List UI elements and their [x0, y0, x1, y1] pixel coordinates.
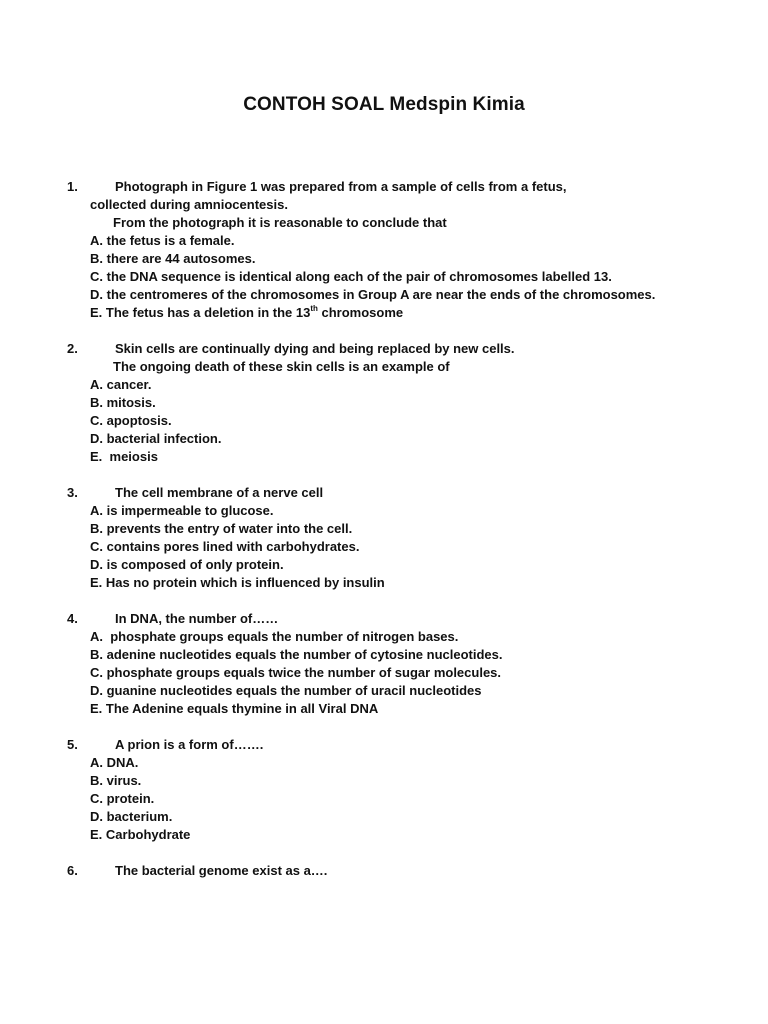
question-number: 3.	[67, 485, 78, 500]
answer-option-text: chromosome	[317, 305, 404, 320]
question-text: A prion is a form of…….	[115, 737, 264, 752]
question-2	[67, 340, 677, 466]
answer-option: A. cancer.	[90, 377, 152, 392]
question-6	[67, 862, 677, 880]
answer-option: C. protein.	[90, 791, 155, 806]
question-text: Skin cells are continually dying and being replaced by new cells.	[115, 341, 515, 356]
answer-option: B. there are 44 autosomes.	[90, 251, 256, 266]
question-list	[67, 178, 677, 898]
answer-option: A. phosphate groups equals the number of nitrogen bases.	[90, 629, 459, 644]
answer-option: B. virus.	[90, 773, 142, 788]
answer-option: C. apoptosis.	[90, 413, 172, 428]
question-number: 5.	[67, 737, 78, 752]
question-text: The bacterial genome exist as a….	[115, 863, 328, 878]
question-text-continued: collected during amniocentesis.	[90, 197, 288, 212]
question-3	[67, 484, 677, 592]
superscript-suffix: th	[310, 304, 318, 313]
question-text: Photograph in Figure 1 was prepared from a sample of cells from a fetus,	[115, 179, 567, 194]
answer-option: A. DNA.	[90, 755, 139, 770]
question-text: The cell membrane of a nerve cell	[115, 485, 324, 500]
answer-option: E. The Adenine equals thymine in all Viral DNA	[90, 701, 379, 716]
answer-option: E. Has no protein which is influenced by insulin	[90, 575, 385, 590]
question-5	[67, 736, 677, 844]
answer-option: B. mitosis.	[90, 395, 156, 410]
answer-option: C. the DNA sequence is identical along each of the pair of chromosomes labelled 13.	[90, 269, 612, 284]
question-number: 2.	[67, 341, 78, 356]
page-title: CONTOH SOAL Medspin Kimia	[243, 94, 525, 115]
question-stem: The ongoing death of these skin cells is an example of	[113, 359, 450, 374]
answer-option: D. bacterial infection.	[90, 431, 222, 446]
answer-option: D. is composed of only protein.	[90, 557, 284, 572]
answer-option: A. is impermeable to glucose.	[90, 503, 274, 518]
answer-option: B. prevents the entry of water into the cell.	[90, 521, 353, 536]
question-1	[67, 178, 677, 322]
answer-option: D. guanine nucleotides equals the number of uracil nucleotides	[90, 683, 482, 698]
question-number: 4.	[67, 611, 78, 626]
answer-option-text: E. The fetus has a deletion in the 13	[90, 305, 311, 320]
question-text: In DNA, the number of……	[115, 611, 279, 626]
question-number: 6.	[67, 863, 78, 878]
answer-option: D. the centromeres of the chromosomes in Group A are near the ends of the chromosomes.	[90, 287, 656, 302]
question-stem: From the photograph it is reasonable to conclude that	[113, 215, 447, 230]
answer-option: E. Carbohydrate	[90, 827, 191, 842]
answer-option: B. adenine nucleotides equals the number of cytosine nucleotides.	[90, 647, 503, 662]
question-number: 1.	[67, 179, 78, 194]
answer-option: D. bacterium.	[90, 809, 173, 824]
question-4	[67, 610, 677, 718]
answer-option	[67, 304, 677, 322]
answer-option: E. meiosis	[90, 449, 158, 464]
answer-option: C. contains pores lined with carbohydrates.	[90, 539, 360, 554]
answer-option: C. phosphate groups equals twice the number of sugar molecules.	[90, 665, 502, 680]
answer-option: A. the fetus is a female.	[90, 233, 235, 248]
